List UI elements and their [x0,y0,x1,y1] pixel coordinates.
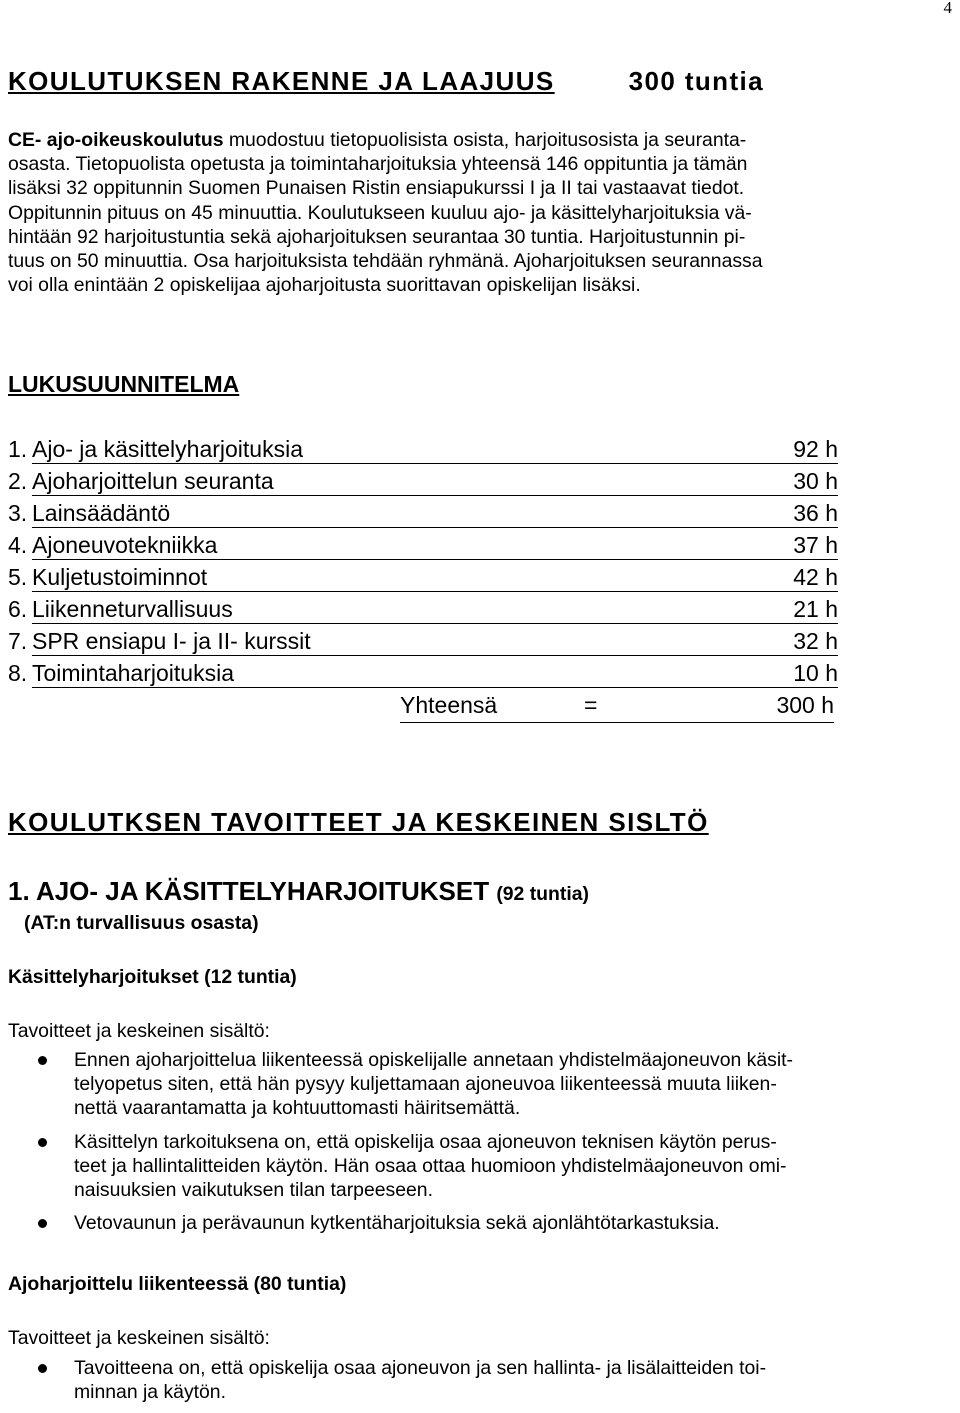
bullet-icon [38,1138,47,1147]
subsection-title-driving [8,876,589,907]
handling-bullet-list [8,1048,953,1244]
bullet-icon [38,1219,47,1228]
plan-row-number: 6. [8,596,28,622]
plan-row-number: 1. [8,436,28,462]
goals-label-2: Tavoitteet ja keskeinen sisältö: [8,1327,270,1349]
subsection-hours: (92 tuntia) [496,883,589,905]
plan-row-hours: 36 h [778,500,838,528]
plan-title: LUKUSUUNNITELMA [8,371,240,397]
bullet-icon [38,1056,47,1065]
page-number: 4 [943,0,952,17]
list-item: Tavoitteena on, että opiskelija osaa ajoneuvon ja sen hallinta- ja lisälaitteiden toi- minnan ja käytön. [8,1356,953,1404]
traffic-bullet-list [8,1356,953,1413]
intro-line: osasta. Tietopuolista opetusta ja toimintaharjoituksia yhteensä 146 oppituntia ja tämän [8,153,748,176]
goals-label: Tavoitteet ja keskeinen sisältö: [8,1020,270,1042]
plan-total-equals: = [584,692,598,718]
plan-total [400,692,834,723]
bullet-icon [38,1364,47,1373]
plan-row-hours: 37 h [778,532,838,560]
plan-row [8,628,838,660]
plan-row-hours: 30 h [778,468,838,496]
list-item: Ennen ajoharjoittelua liikenteessä opiskelijalle annetaan yhdistelmäajoneuvon käsit- telyopetus siten, että hän pysyy kuljettamaan ajoneuvoa liikenteessä muuta liiken- nettä vaarantamatta ja kohtuuttomasti häiritsemättä. [8,1048,953,1121]
plan-row [8,500,838,532]
plan-row [8,436,838,468]
section-title-structure [8,66,764,97]
plan-row-number: 5. [8,564,28,590]
plan-row-label: Liikenneturvallisuus [32,596,784,624]
section-total-hours: 300 tuntia [628,66,765,96]
plan-row-label: Lainsäädäntö [32,500,784,528]
intro-paragraph [8,128,953,297]
intro-line: CE- ajo-oikeuskoulutus muodostuu tietopuolisista osista, harjoitusosista ja seuranta- [8,129,747,151]
plan-row-number: 8. [8,660,28,686]
plan-row-number: 3. [8,500,28,526]
intro-line: tuus on 50 minuuttia. Osa harjoituksista tehdään ryhmänä. Ajoharjoituksen seurannassa [8,250,763,273]
plan-row-label: Kuljetustoiminnot [32,564,784,592]
intro-line: lisäksi 32 oppitunnin Suomen Punaisen Ristin ensiapukurssi I ja II tai vastaavat tiedot. [8,177,745,200]
plan-row-label: Toimintaharjoituksia [32,660,784,688]
section-title-text: KOULUTUKSEN RAKENNE JA LAAJUUS [8,66,555,96]
traffic-title: Ajoharjoittelu liikenteessä (80 tuntia) [8,1273,347,1295]
plan-row-number: 4. [8,532,28,558]
plan-row-label: Ajoneuvotekniikka [32,532,784,560]
section-title-goals: KOULUTKSEN TAVOITTEET JA KESKEINEN SISLTÖ [8,807,709,837]
plan-total-value: 300 h [776,692,834,718]
subsection-note: (AT:n turvallisuus osasta) [24,912,259,934]
list-item: Käsittelyn tarkoituksena on, että opiskelija osaa ajoneuvon teknisen käytön perus- teet ja hallintalitteiden käytön. Hän osaa ottaa huomioon yhdistelmäajoneuvon omi- naisuuksien vaikutuksen tilan tarpeeseen. [8,1130,953,1203]
plan-row [8,468,838,500]
plan-row [8,564,838,596]
plan-row-hours: 10 h [778,660,838,688]
plan-row-hours: 92 h [778,436,838,464]
plan-row-label: Ajo- ja käsittelyharjoituksia [32,436,784,464]
plan-row-number: 2. [8,468,28,494]
intro-line: Oppitunnin pituus on 45 minuuttia. Koulutukseen kuuluu ajo- ja käsittelyharjoituksia vä- [8,201,752,224]
handling-title: Käsittelyharjoitukset (12 tuntia) [8,966,297,988]
plan-row-hours: 32 h [778,628,838,656]
plan-total-label: Yhteensä [400,692,498,718]
plan-row-hours: 42 h [778,564,838,592]
intro-line: voi olla enintään 2 opiskelijaa ajoharjoitusta suorittavan opiskelijan lisäksi. [8,274,641,297]
plan-row-label: SPR ensiapu I- ja II- kurssit [32,628,784,656]
list-item: Vetovaunun ja perävaunun kytkentäharjoituksia sekä ajonlähtötarkastuksia. [8,1211,953,1235]
plan-row [8,532,838,564]
intro-bold-start: CE- ajo-oikeuskoulutus [8,129,224,151]
plan-row-hours: 21 h [778,596,838,624]
plan-row [8,660,838,692]
plan-row-number: 7. [8,628,28,654]
intro-line: hintään 92 harjoitustuntia sekä ajoharjoituksen seurantaa 30 tuntia. Harjoitustunnin pi- [8,225,746,248]
plan-row-label: Ajoharjoittelun seuranta [32,468,784,496]
plan-row [8,596,838,628]
subsection-title-text: 1. AJO- JA KÄSITTELYHARJOITUKSET [8,876,490,906]
